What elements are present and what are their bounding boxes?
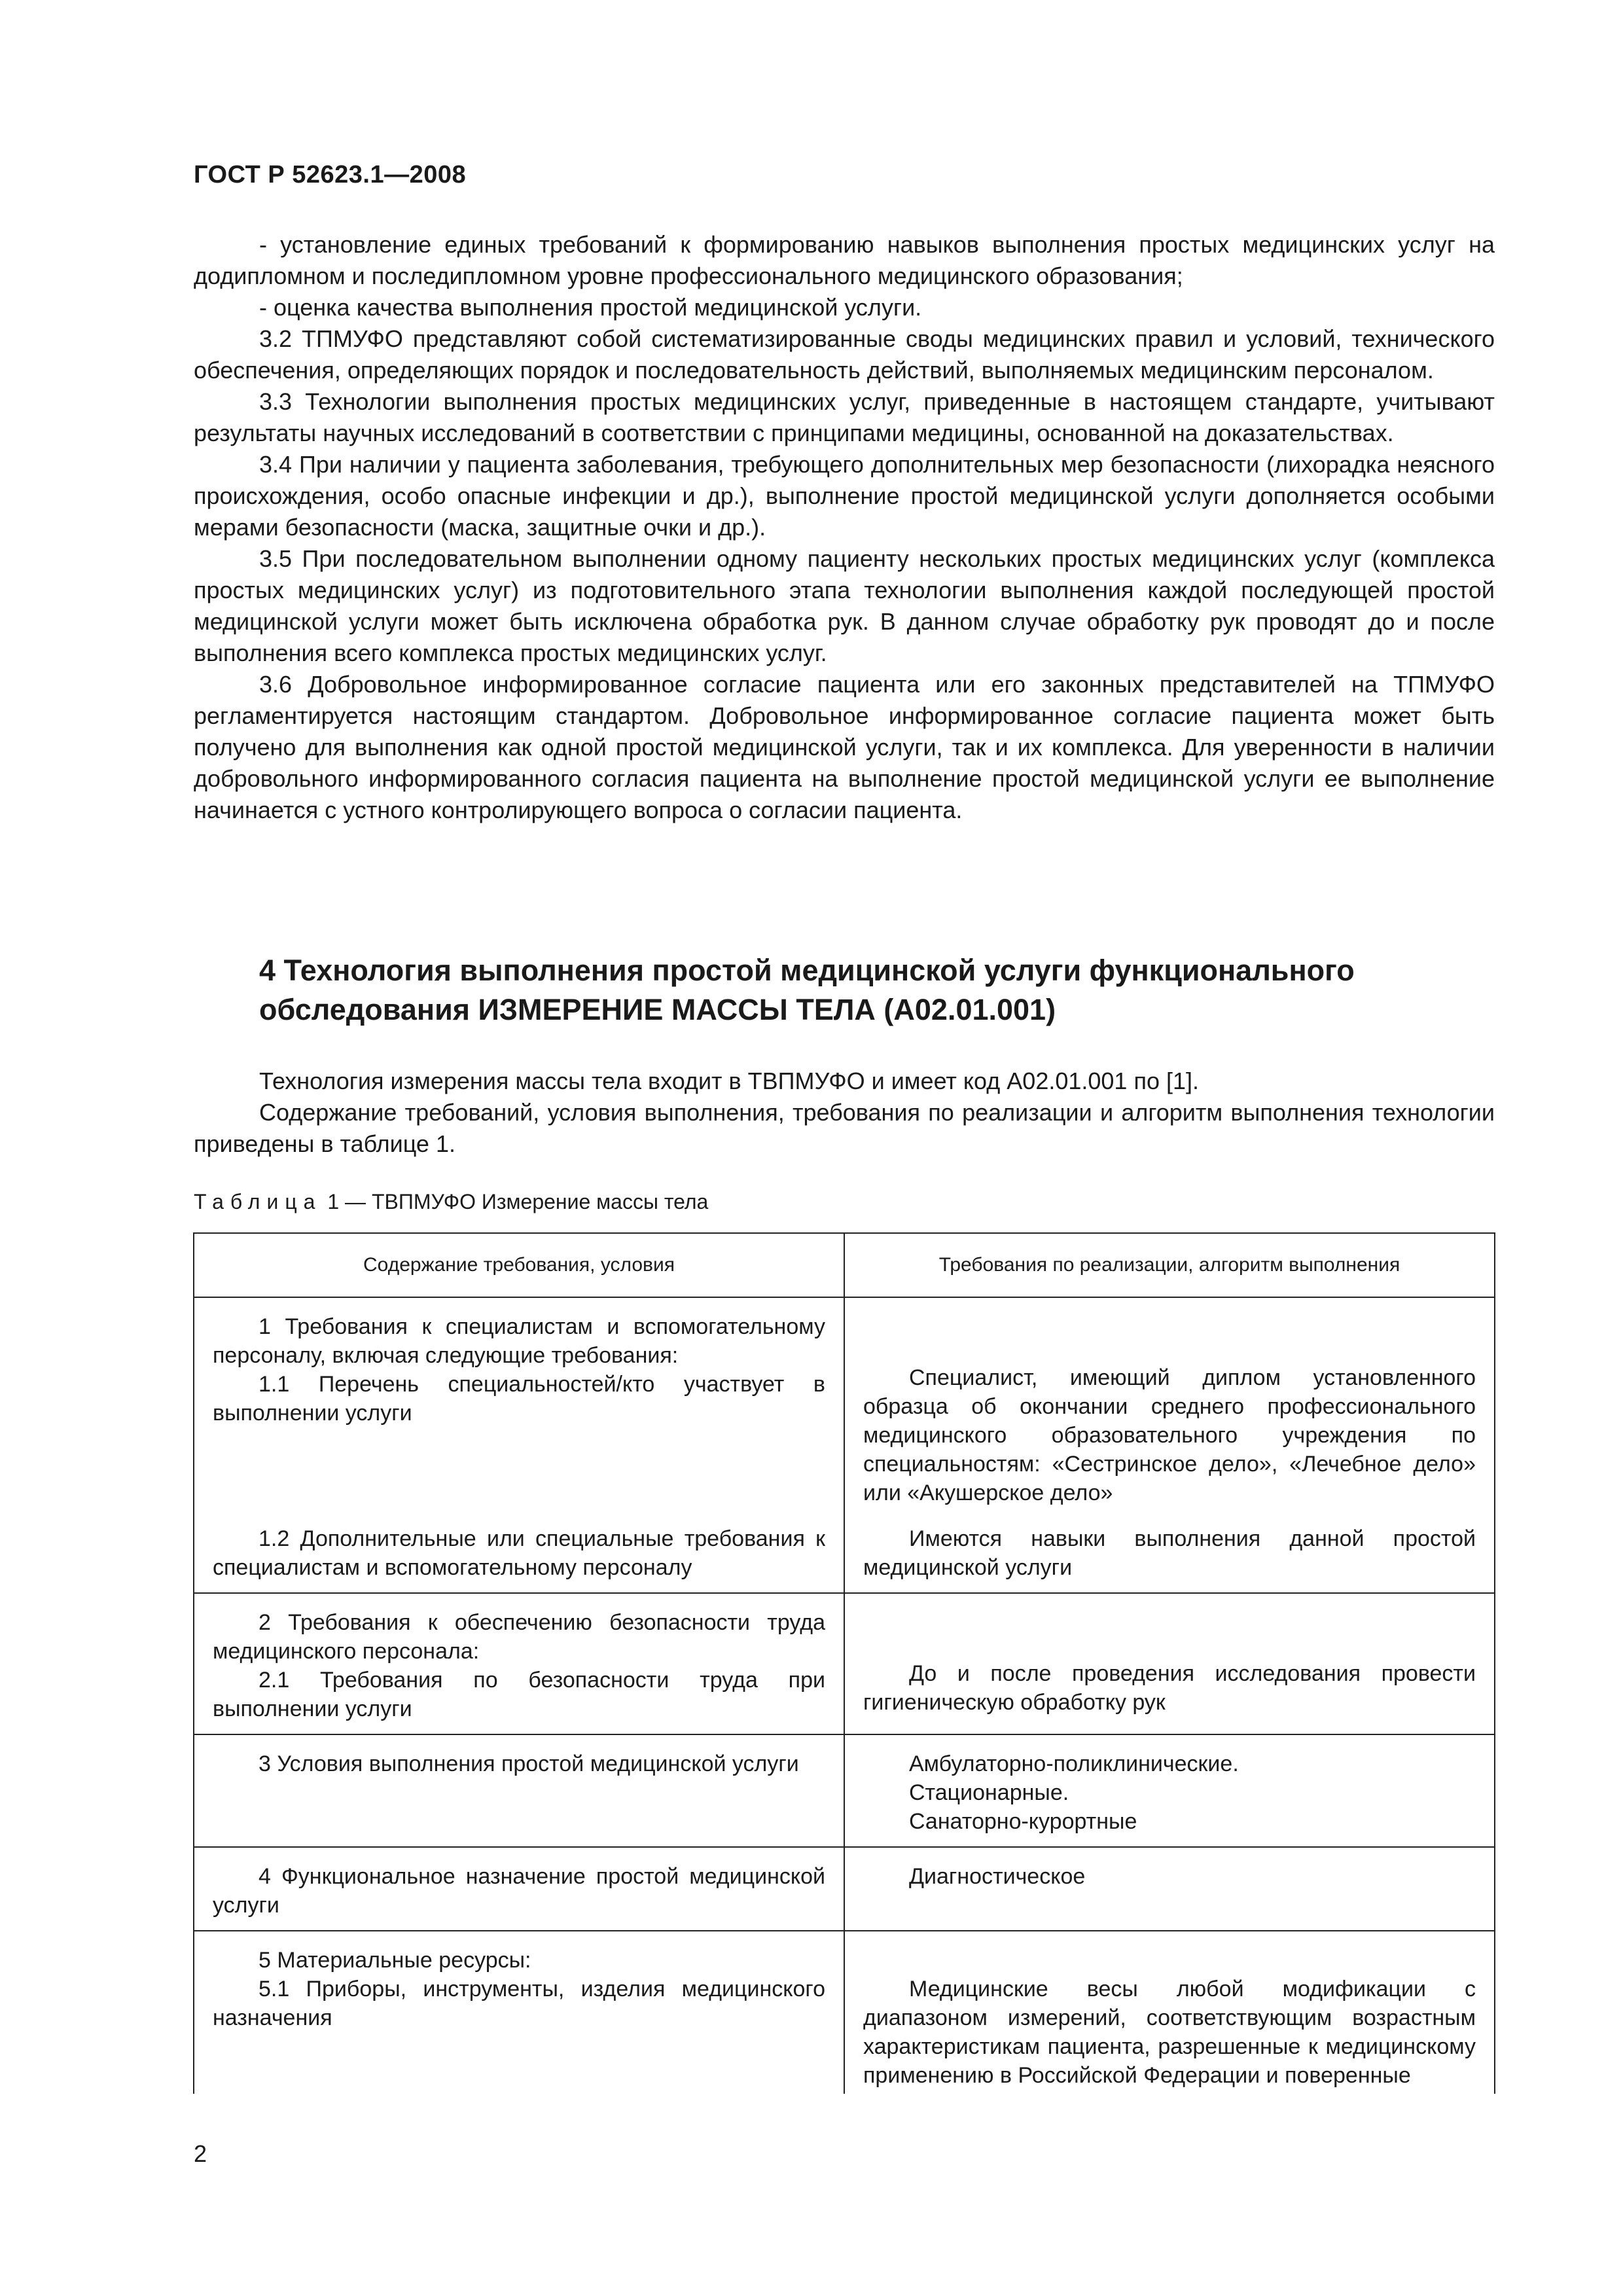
cell-text: 2.1 Требования по безопасности труда при выполнении услуги [213,1668,825,1721]
cell-text: 4 Функциональное назначение простой медицинской услуги [213,1864,825,1918]
cell-text: 3 Условия выполнения простой медицинской услуги [259,1751,799,1776]
section-title: 4 Технология выполнения простой медицинской услуги функционального обследования ИЗМЕРЕНИЕ МАССЫ ТЕЛА (А02.01.001) [259,954,1355,1026]
table-cell [844,1593,1495,1734]
cell-text: 2 Требования к обеспечению безопасности труда медицинского персонала: [213,1610,825,1664]
cell-text: 5.1 Приборы, инструменты, изделия медицинского назначения [213,1977,825,2030]
table-cell [194,1734,844,1847]
cell-text: Диагностическое [909,1864,1086,1889]
body-text [194,229,1495,826]
paragraph: - установление единых требований к формированию навыков выполнения простых медицинских услуг на додипломном и последипломном уровне профессионального медицинского образования; [194,231,1495,289]
cell-text: Специалист, имеющий диплом установленного образца об окончании среднего профессионального медицинского образовательного учреждения по специальностям: «Сестринское дело», «Лечебное дело» или «Акушерское дело» [863,1365,1476,1505]
table-cell [194,1931,844,2094]
paragraph: Содержание требований, условия выполнения, требования по реализации и алгоритм выполнения технологии приведены в таблице 1. [194,1099,1495,1157]
table-cell [194,1297,844,1507]
paragraph: - оценка качества выполнения простой медицинской услуги. [259,294,922,321]
document-code-header: ГОСТ Р 52623.1—2008 [194,161,467,188]
table-row [194,1931,1495,2094]
cell-text: 1.2 Дополнительные или специальные требования к специалистам и вспомогательному персоналу [213,1526,825,1580]
table-cell [194,1847,844,1931]
table-cell [194,1507,844,1593]
table-cell [844,1847,1495,1931]
cell-text: До и после проведения исследования провести гигиеническую обработку рук [863,1661,1476,1715]
cell-text: Медицинские весы любой модификации с диапазоном измерений, соответствующим возрастным характеристикам пациента, разрешенные к медицинскому применению в Российской Федерации и поверенные [863,1977,1476,2088]
table-cell [844,1297,1495,1507]
table-cell [844,1734,1495,1847]
table-row [194,1297,1495,1507]
paragraph: 3.3 Технологии выполнения простых медицинских услуг, приведенные в настоящем стандарте, учитывают результаты научных исследований в соответствии с принципами медицины, основанной на доказательствах. [194,388,1495,446]
cell-text: Амбулаторно-поликлинические. [909,1751,1239,1776]
requirements-table [193,1232,1495,2094]
cell-text: 1.1 Перечень специальностей/кто участвует в выполнении услуги [213,1372,825,1426]
table-header-row [194,1233,1495,1297]
section-intro [194,1066,1495,1160]
table-caption [194,1190,708,1214]
page-number: 2 [194,2140,207,2167]
table-cell [194,1593,844,1734]
table-row [194,1593,1495,1734]
table-cell [844,1931,1495,2094]
paragraph: 3.2 ТПМУФО представляют собой систематизированные своды медицинских правил и условий, технического обеспечения, определяющих порядок и последовательность действий, выполняемых медицинским персоналом. [194,325,1495,384]
cell-text: Санаторно-курортные [909,1809,1137,1834]
table-row [194,1734,1495,1847]
paragraph: Технология измерения массы тела входит в ТВПМУФО и имеет код А02.01.001 по [1]. [259,1067,1199,1094]
paragraph: 3.5 При последовательном выполнении одному пациенту нескольких простых медицинских услуг (комплекса простых медицинских услуг) из подготовительного этапа технологии выполнения каждой последующей простой медицинской услуги может быть исключена обработка рук. В данном случае обработку рук проводят до и после выполнения всего комплекса простых медицинских услуг. [194,545,1495,666]
table-caption-label: Таблица [194,1190,322,1213]
table-caption-text: 1 — ТВПМУФО Измерение массы тела [327,1190,709,1213]
paragraph: 3.4 При наличии у пациента заболевания, требующего дополнительных мер безопасности (лихорадка неясного происхождения, особо опасные инфекции и др.), выполнение простой медицинской услуги дополняется особыми мерами безопасности (маска, защитные очки и др.). [194,451,1495,541]
table-header-cell: Содержание требования, условия [194,1233,844,1297]
table-cell [844,1507,1495,1593]
cell-text: 1 Требования к специалистам и вспомогательному персоналу, включая следующие требования: [213,1314,825,1368]
table-header-cell: Требования по реализации, алгоритм выполнения [844,1233,1495,1297]
cell-text: 5 Материальные ресурсы: [259,1948,531,1973]
table-row [194,1847,1495,1931]
cell-text: Имеются навыки выполнения данной простой медицинской услуги [863,1526,1476,1580]
cell-text: Стационарные. [909,1780,1069,1805]
table-row [194,1507,1495,1593]
paragraph: 3.6 Добровольное информированное согласие пациента или его законных представителей на ТПМУФО регламентируется настоящим стандартом. Добровольное информированное согласие пациента может быть получено для выполнения как одной простой медицинской услуги, так и их комплекса. Для уверенности в наличии добровольного информированного согласия пациента на выполнение простой медицинской услуги ее выполнение начинается с устного контролирующего вопроса о согласии пациента. [194,671,1495,823]
